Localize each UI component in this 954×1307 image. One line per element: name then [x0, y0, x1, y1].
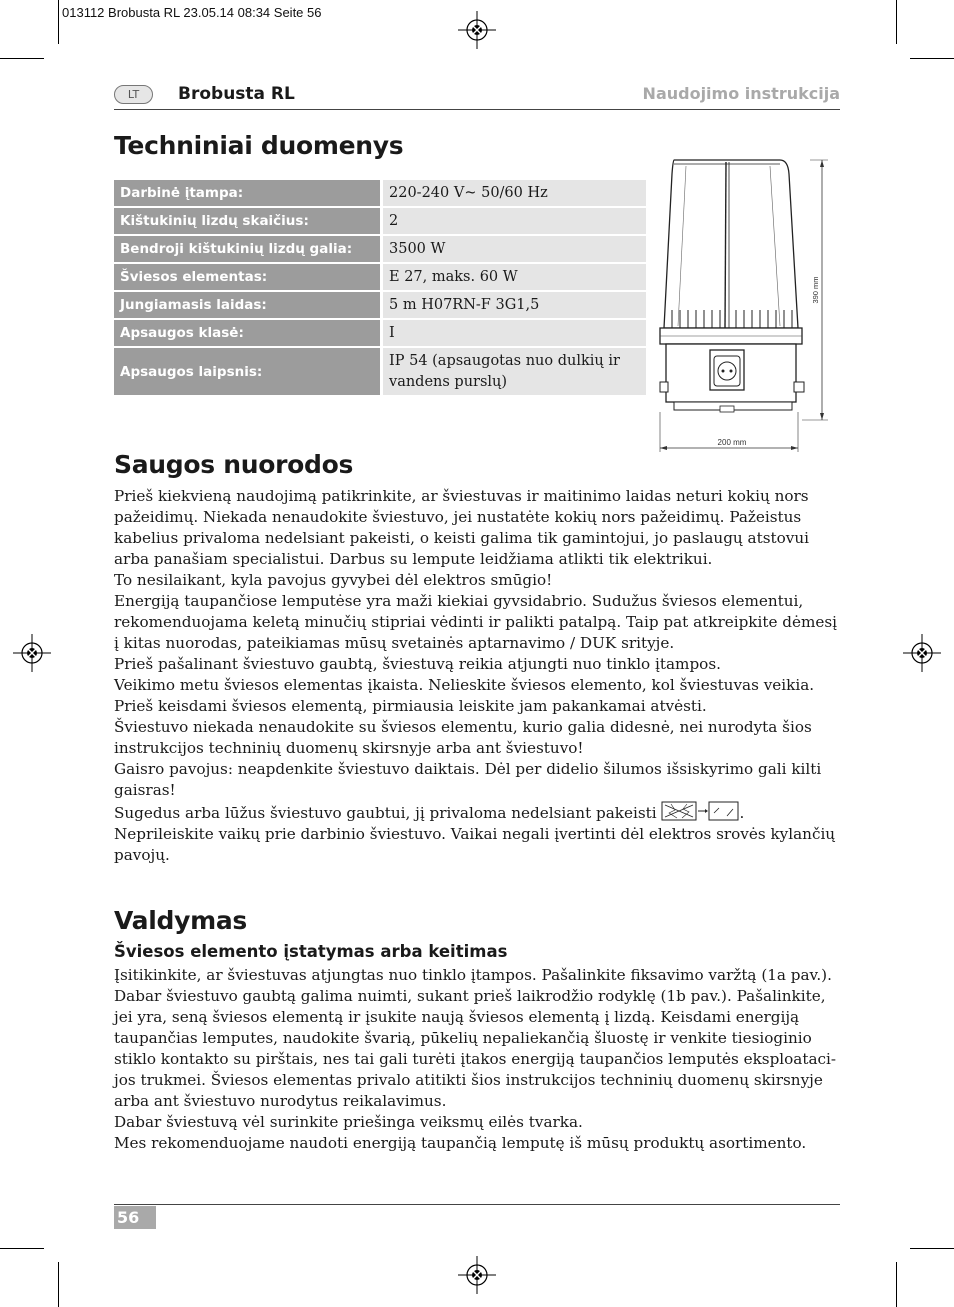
spec-value: 220-240 V~ 50/60 Hz [380, 180, 646, 206]
safety-paragraph: Neprileiskite vaikų prie darbinio šviestuvo. Vaikai negali įvertinti dėl elektros srovės kylančių pavojų. [114, 825, 836, 864]
safety-paragraph: Prieš pašalinant šviestuvo gaubtą, šviestuvą reikia atjungti nuo tinklo įtampos. [114, 655, 721, 673]
registration-mark-icon [13, 634, 51, 672]
height-dimension-label: 390 mm [811, 276, 820, 304]
safety-paragraph: Prieš kiekvieną naudojimą patikrinkite, ar šviestuvas ir maitinimo laidas neturi kokių nors pažeidimų. Niekada nenaudokite šviestuvo, jei nustatėte kokių nors pažeidimų. Pažeistus kabelius privaloma nedelsiant pakeisti, o keisti galima tik gamintojui, jo paslaugų atstovui arba panašiam specialistui. Darbus su lempute leidžiama atlikti tik elektrikui. [114, 487, 809, 568]
spec-value: E 27, maks. 60 W [380, 264, 646, 290]
spec-label: Bendroji kištukinių lizdų galia: [114, 236, 380, 262]
spec-value: IP 54 (apsaugotas nuo dulkių ir vandens purslų) [380, 348, 646, 395]
control-heading: Valdymas [114, 906, 248, 935]
tech-data-table [114, 178, 646, 397]
table-row [114, 292, 646, 318]
spec-label: Kištukinių lizdų skaičius: [114, 208, 380, 234]
control-paragraph: Mes rekomenduojame naudoti energiją taupančią lemputę iš mūsų produktų asortimento. [114, 1134, 807, 1152]
table-row [114, 236, 646, 262]
spec-value: 2 [380, 208, 646, 234]
bulb-replacement-subheading: Šviesos elemento įstatymas arba keitimas [114, 942, 508, 961]
table-row [114, 208, 646, 234]
safety-text [114, 486, 842, 866]
page-number: 56 [114, 1206, 156, 1229]
safety-paragraph: To nesilaikant, kyla pavojus gyvybei dėl elektros smūgio! [114, 571, 553, 589]
table-row [114, 264, 646, 290]
registration-mark-icon [458, 11, 496, 49]
brand-title: Brobusta RL [178, 84, 295, 104]
width-dimension-label: 200 mm [717, 438, 747, 447]
table-row [114, 348, 646, 395]
tech-data-heading: Techniniai duomenys [114, 131, 404, 160]
header-divider [114, 109, 840, 110]
broken-glass-replace-icon [661, 801, 739, 821]
spec-label: Apsaugos klasė: [114, 320, 380, 346]
spec-label: Darbinė įtampa: [114, 180, 380, 206]
spec-label: Šviesos elementas: [114, 264, 380, 290]
safety-heading: Saugos nuorodos [114, 450, 354, 479]
spec-value: I [380, 320, 646, 346]
table-row [114, 320, 646, 346]
language-badge: LT [114, 85, 153, 104]
safety-paragraph-replace [114, 801, 842, 824]
registration-mark-icon [458, 1256, 496, 1294]
footer-divider [114, 1204, 840, 1205]
control-text [114, 965, 842, 1154]
replace-text: Sugedus arba lūžus šviestuvo gaubtui, jį privaloma nedelsiant pakeisti [114, 804, 657, 822]
safety-paragraph: Šviestuvo niekada nenaudokite su šviesos elementu, kurio galia didesnė, nei nurodyta šios instrukcijos techninių duomenų skirsnyje arba ant šviestuvo! [114, 718, 812, 757]
registration-mark-icon [903, 634, 941, 672]
spec-value: 3500 W [380, 236, 646, 262]
safety-paragraph: Energiją taupančiose lemputėse yra maži kiekiai gyvsidabrio. Sudužus šviesos elementui, rekomenduojama keletą minučių stipriai vėdinti ir palikti patalpą. Taip pat atkreipkite dėmesį į kitas nuorodas, pateikiamas mūsų svetainės aptarnavimo / DUK srityje. [114, 592, 838, 652]
replace-text-end: . [739, 804, 745, 822]
spec-label: Apsaugos laipsnis: [114, 348, 380, 395]
safety-paragraph: Gaisro pavojus: neapdenkite šviestuvo daiktais. Dėl per didelio šilumos išsiskyrimo gali kilti gaisras! [114, 760, 822, 799]
control-paragraph: Įsitikinkite, ar šviestuvas atjungtas nuo tinklo įtampos. Pašalinkite fiksavimo varžtą (1a pav.). Dabar šviestuvo gaubtą galima nuimti, sukant prieš laikrodžio rodyklę (1b pav.). Pašalinkite, jei yra, seną šviesos elementą ir įsukite naują šviesos elementą į lizdą. Keisdami energiją taupančias lemputes, naudokite švarią, pūkelių nepaliekančią šluostę ir venkite tiesioginio stiklo kontakto su pirštais, nes tai gali turėti įtakos energiją taupančios lemputės eksploataci-jos trukmei. Šviesos elementas privalo atitikti šios instrukcijos techninių duomenų skirsnyje arba ant šviestuvo nurodytus reikalavimus. [114, 966, 836, 1110]
spec-value: 5 m H07RN-F 3G1,5 [380, 292, 646, 318]
document-type: Naudojimo instrukcija [642, 84, 840, 103]
spec-label: Jungiamasis laidas: [114, 292, 380, 318]
table-row [114, 180, 646, 206]
control-paragraph: Dabar šviestuvą vėl surinkite priešinga veiksmų eilės tvarka. [114, 1113, 583, 1131]
lamp-dimension-drawing [652, 150, 842, 455]
safety-paragraph: Veikimo metu šviesos elementas įkaista. Nelieskite šviesos elemento, kol šviestuvas veikia. Prieš keisdami šviesos elementą, pirmiausia leiskite jam pakankamai atvėsti. [114, 676, 815, 715]
print-slug: 013112 Brobusta RL 23.05.14 08:34 Seite 56 [62, 5, 322, 20]
